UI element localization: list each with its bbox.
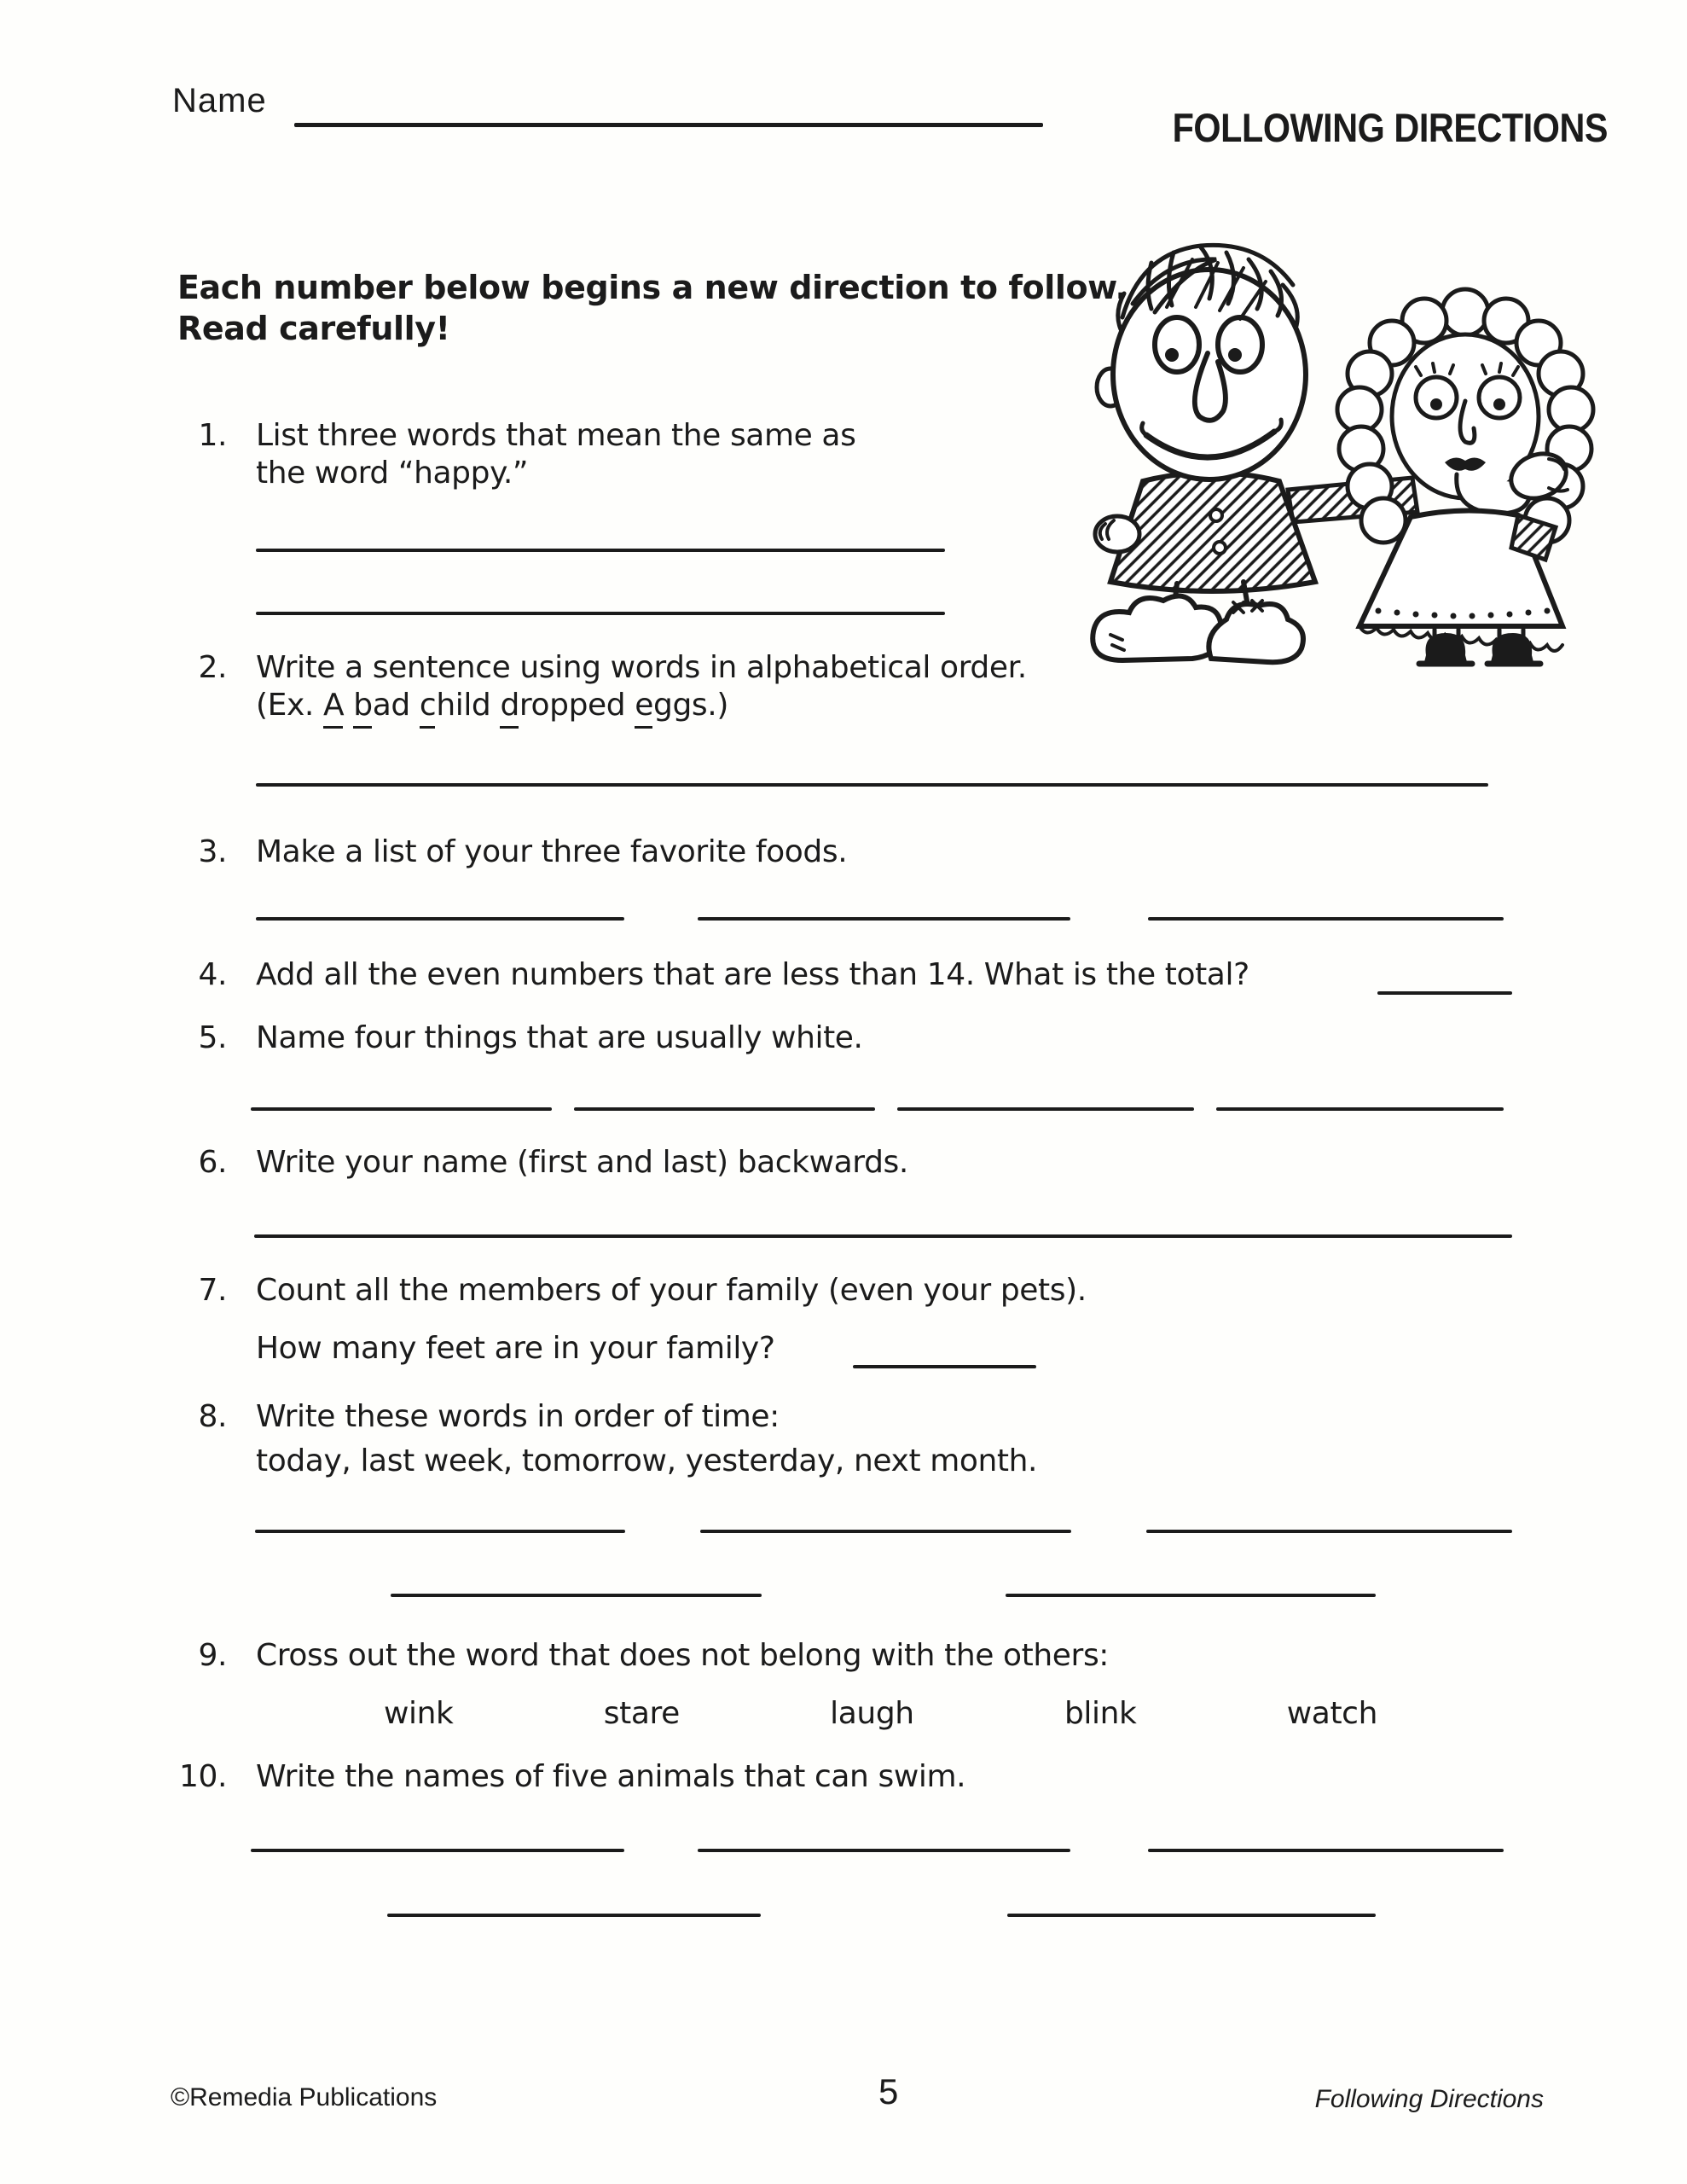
answer-line [1006, 1594, 1376, 1597]
word-choice-row [384, 1696, 1377, 1731]
example-suffix: ) [716, 688, 728, 723]
answer-line [255, 1530, 625, 1533]
item-1-text: List three words that mean the same as [256, 418, 856, 453]
kids-cartoon-illustration [1073, 235, 1597, 667]
example-word: eggs. [635, 688, 717, 723]
item-6-number: 6. [198, 1145, 227, 1180]
item-6-text: Write your name (first and last) backwards. [256, 1145, 908, 1180]
answer-line [897, 1107, 1194, 1111]
word-choice: laugh [830, 1696, 914, 1731]
item-9-number: 9. [198, 1638, 227, 1673]
item-9-text: Cross out the word that does not belong with the others: [256, 1638, 1110, 1673]
answer-line [1007, 1914, 1376, 1917]
item-4-number: 4. [198, 957, 227, 992]
answer-line [698, 1849, 1070, 1852]
answer-line [574, 1107, 875, 1111]
answer-line [256, 783, 1488, 787]
word-choice: watch [1286, 1696, 1377, 1731]
intro-line-1: Each number below begins a new direction to follow. [177, 269, 1128, 306]
item-3-number: 3. [198, 834, 227, 869]
item-5-text: Name four things that are usually white. [256, 1020, 863, 1055]
answer-line [256, 612, 945, 615]
intro-line-2: Read carefully! [177, 310, 450, 347]
item-3-text: Make a list of your three favorite foods. [256, 834, 848, 869]
example-word: dropped [500, 688, 626, 723]
item-7-number: 7. [198, 1273, 227, 1308]
example-word: A [323, 688, 345, 723]
item-5-number: 5. [198, 1020, 227, 1055]
item-8-text-line-2: today, last week, tomorrow, yesterday, next month. [256, 1443, 1038, 1478]
word-choice: blink [1064, 1696, 1137, 1731]
answer-line [1216, 1107, 1504, 1111]
item-7-text: Count all the members of your family (even your pets). [256, 1273, 1087, 1308]
word-choice: stare [603, 1696, 680, 1731]
footer-copyright: ©Remedia Publications [171, 2083, 438, 2111]
item-10-number: 10. [178, 1759, 227, 1794]
item-8-text: Write these words in order of time: [256, 1399, 780, 1434]
answer-line [391, 1594, 762, 1597]
answer-line [700, 1530, 1071, 1533]
item-2-number: 2. [198, 650, 227, 685]
answer-blank [1377, 991, 1512, 995]
item-2-example [256, 688, 728, 723]
footer-series-title: Following Directions [1314, 2085, 1544, 2113]
example-word: bad [353, 688, 410, 723]
answer-blank [853, 1365, 1036, 1368]
answer-line [1148, 917, 1504, 921]
answer-line [256, 917, 624, 921]
page-title: FOLLOWING DIRECTIONS [1172, 105, 1608, 150]
answer-line [1146, 1530, 1512, 1533]
answer-line [1148, 1849, 1504, 1852]
item-1-number: 1. [198, 418, 227, 453]
item-10-text: Write the names of five animals that can swim. [256, 1759, 966, 1794]
page-number: 5 [878, 2071, 899, 2111]
word-choice: wink [384, 1696, 454, 1731]
example-prefix: (Ex. [256, 688, 314, 723]
answer-line [254, 1234, 1512, 1238]
girl-figure [1337, 289, 1593, 664]
example-word: child [419, 688, 491, 723]
answer-line [387, 1914, 761, 1917]
item-8-number: 8. [198, 1399, 227, 1434]
item-1-text-line-2: the word “happy.” [256, 456, 529, 491]
answer-line [251, 1107, 552, 1111]
item-2-text: Write a sentence using words in alphabetical order. [256, 650, 1027, 685]
answer-line [251, 1849, 624, 1852]
answer-line [256, 549, 945, 552]
answer-line [698, 917, 1070, 921]
name-blank-line [294, 123, 1043, 127]
item-4-text: Add all the even numbers that are less than 14. What is the total? [256, 957, 1249, 992]
name-label: Name [172, 82, 267, 119]
item-7-text-line-2: How many feet are in your family? [256, 1331, 775, 1366]
